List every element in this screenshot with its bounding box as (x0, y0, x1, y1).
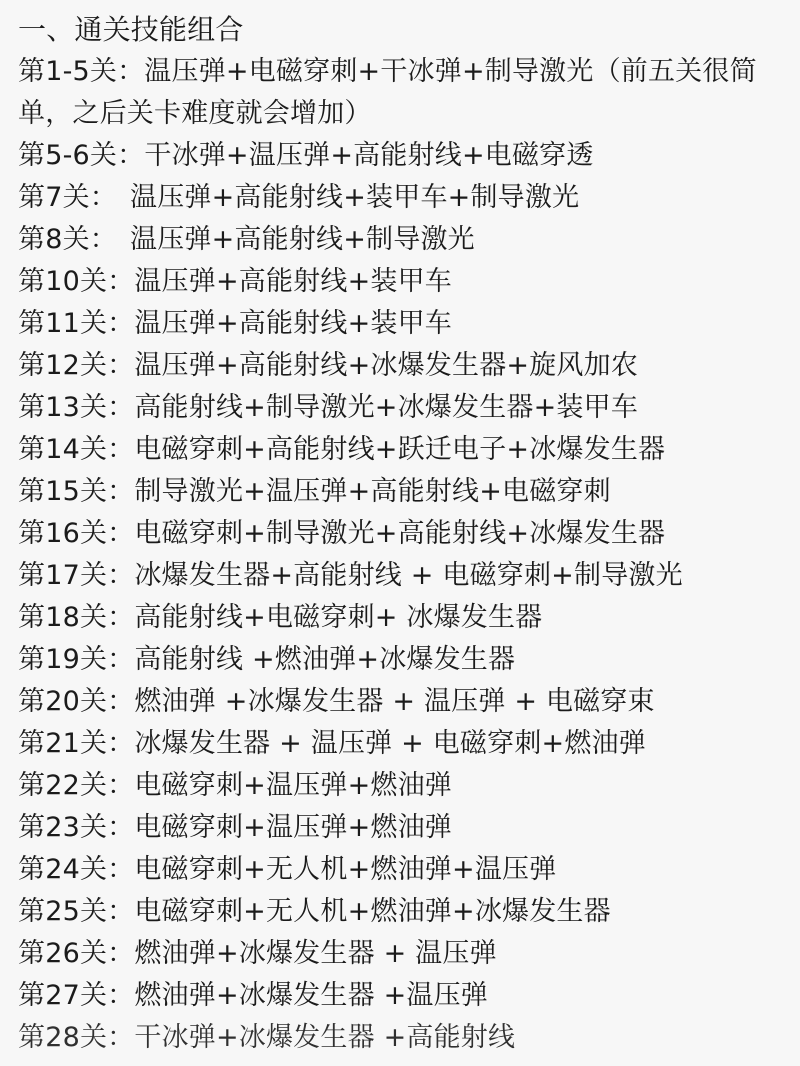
skill-combination: 电磁穿刺+高能射线+跃迁电子+冰爆发生器 (134, 434, 666, 465)
skill-combination: 高能射线+电磁穿刺+ 冰爆发生器 (134, 602, 543, 633)
skill-combination: 燃油弹+冰爆发生器 + 温压弹 (134, 938, 497, 969)
level-row (18, 975, 800, 1017)
level-row (18, 219, 800, 261)
level-label: 第7关： (18, 182, 117, 213)
skill-combination: 干冰弹+冰爆发生器 +高能射线 (134, 1022, 516, 1053)
skill-combination: 燃油弹 +冰爆发生器 + 温压弹 + 电磁穿束 (134, 686, 655, 717)
level-row (18, 597, 800, 639)
skill-combination: 电磁穿刺+无人机+燃油弹+温压弹 (134, 854, 557, 885)
level-row (18, 135, 800, 177)
skill-combination: 燃油弹+冰爆发生器 +温压弹 (134, 980, 488, 1011)
skill-combination: 电磁穿刺+无人机+燃油弹+冰爆发生器 (134, 896, 611, 927)
level-label: 第23关： (18, 812, 135, 843)
level-row (18, 345, 800, 387)
level-label: 第15关： (18, 476, 135, 507)
level-label: 第14关： (18, 434, 135, 465)
skill-combination: 温压弹+高能射线+装甲车+制导激光 (130, 182, 580, 213)
level-row (18, 807, 800, 849)
skill-combination: 冰爆发生器 + 温压弹 + 电磁穿刺+燃油弹 (134, 728, 646, 759)
section-heading: 一、通关技能组合 (18, 13, 244, 46)
level-row (18, 891, 800, 933)
skill-combination: 高能射线 +燃油弹+冰爆发生器 (134, 644, 516, 675)
level-label: 第12关： (18, 350, 135, 381)
level-row (18, 387, 800, 429)
skill-combination: 电磁穿刺+制导激光+高能射线+冰爆发生器 (134, 518, 666, 549)
level-row (18, 639, 800, 681)
level-row (18, 303, 800, 345)
level-row (18, 765, 800, 807)
skill-combination: 温压弹+高能射线+装甲车 (134, 308, 453, 339)
skill-combination: 高能射线+制导激光+冰爆发生器+装甲车 (134, 392, 639, 423)
level-label: 第16关： (18, 518, 135, 549)
level-label: 第11关： (18, 308, 135, 339)
level-row (18, 933, 800, 975)
level-row (18, 723, 800, 765)
level-label: 第22关： (18, 770, 135, 801)
skill-combination: 温压弹+高能射线+装甲车 (134, 266, 453, 297)
intro-paragraph: 第1-5关：温压弹+电磁穿刺+干冰弹+制导激光（前五关很简单，之后关卡难度就会增加） (18, 56, 757, 129)
skill-combination: 干冰弹+温压弹+高能射线+电磁穿透 (144, 140, 594, 171)
level-label: 第19关： (18, 644, 135, 675)
level-label: 第28关： (18, 1022, 135, 1053)
level-row (18, 429, 800, 471)
level-label: 第10关： (18, 266, 135, 297)
skill-combination: 电磁穿刺+温压弹+燃油弹 (134, 770, 453, 801)
level-label: 第18关： (18, 602, 135, 633)
skill-combination: 电磁穿刺+温压弹+燃油弹 (134, 812, 453, 843)
level-label: 第25关： (18, 896, 135, 927)
level-label: 第21关： (18, 728, 135, 759)
level-row (18, 555, 800, 597)
level-row (18, 849, 800, 891)
level-row (18, 681, 800, 723)
skill-combination: 温压弹+高能射线+冰爆发生器+旋风加农 (134, 350, 639, 381)
level-row (18, 1017, 800, 1059)
level-row (18, 261, 800, 303)
skill-combination: 温压弹+高能射线+制导激光 (130, 224, 475, 255)
level-label: 第5-6关： (18, 140, 145, 171)
level-label: 第8关： (18, 224, 117, 255)
skill-combination: 制导激光+温压弹+高能射线+电磁穿刺 (134, 476, 611, 507)
level-label: 第27关： (18, 980, 135, 1011)
level-label: 第20关： (18, 686, 135, 717)
level-label: 第26关： (18, 938, 135, 969)
level-row (18, 177, 800, 219)
level-row (18, 513, 800, 555)
level-label: 第24关： (18, 854, 135, 885)
level-label: 第13关： (18, 392, 135, 423)
level-row (18, 471, 800, 513)
level-label: 第17关： (18, 560, 135, 591)
skill-combination: 冰爆发生器+高能射线 + 电磁穿刺+制导激光 (134, 560, 683, 591)
